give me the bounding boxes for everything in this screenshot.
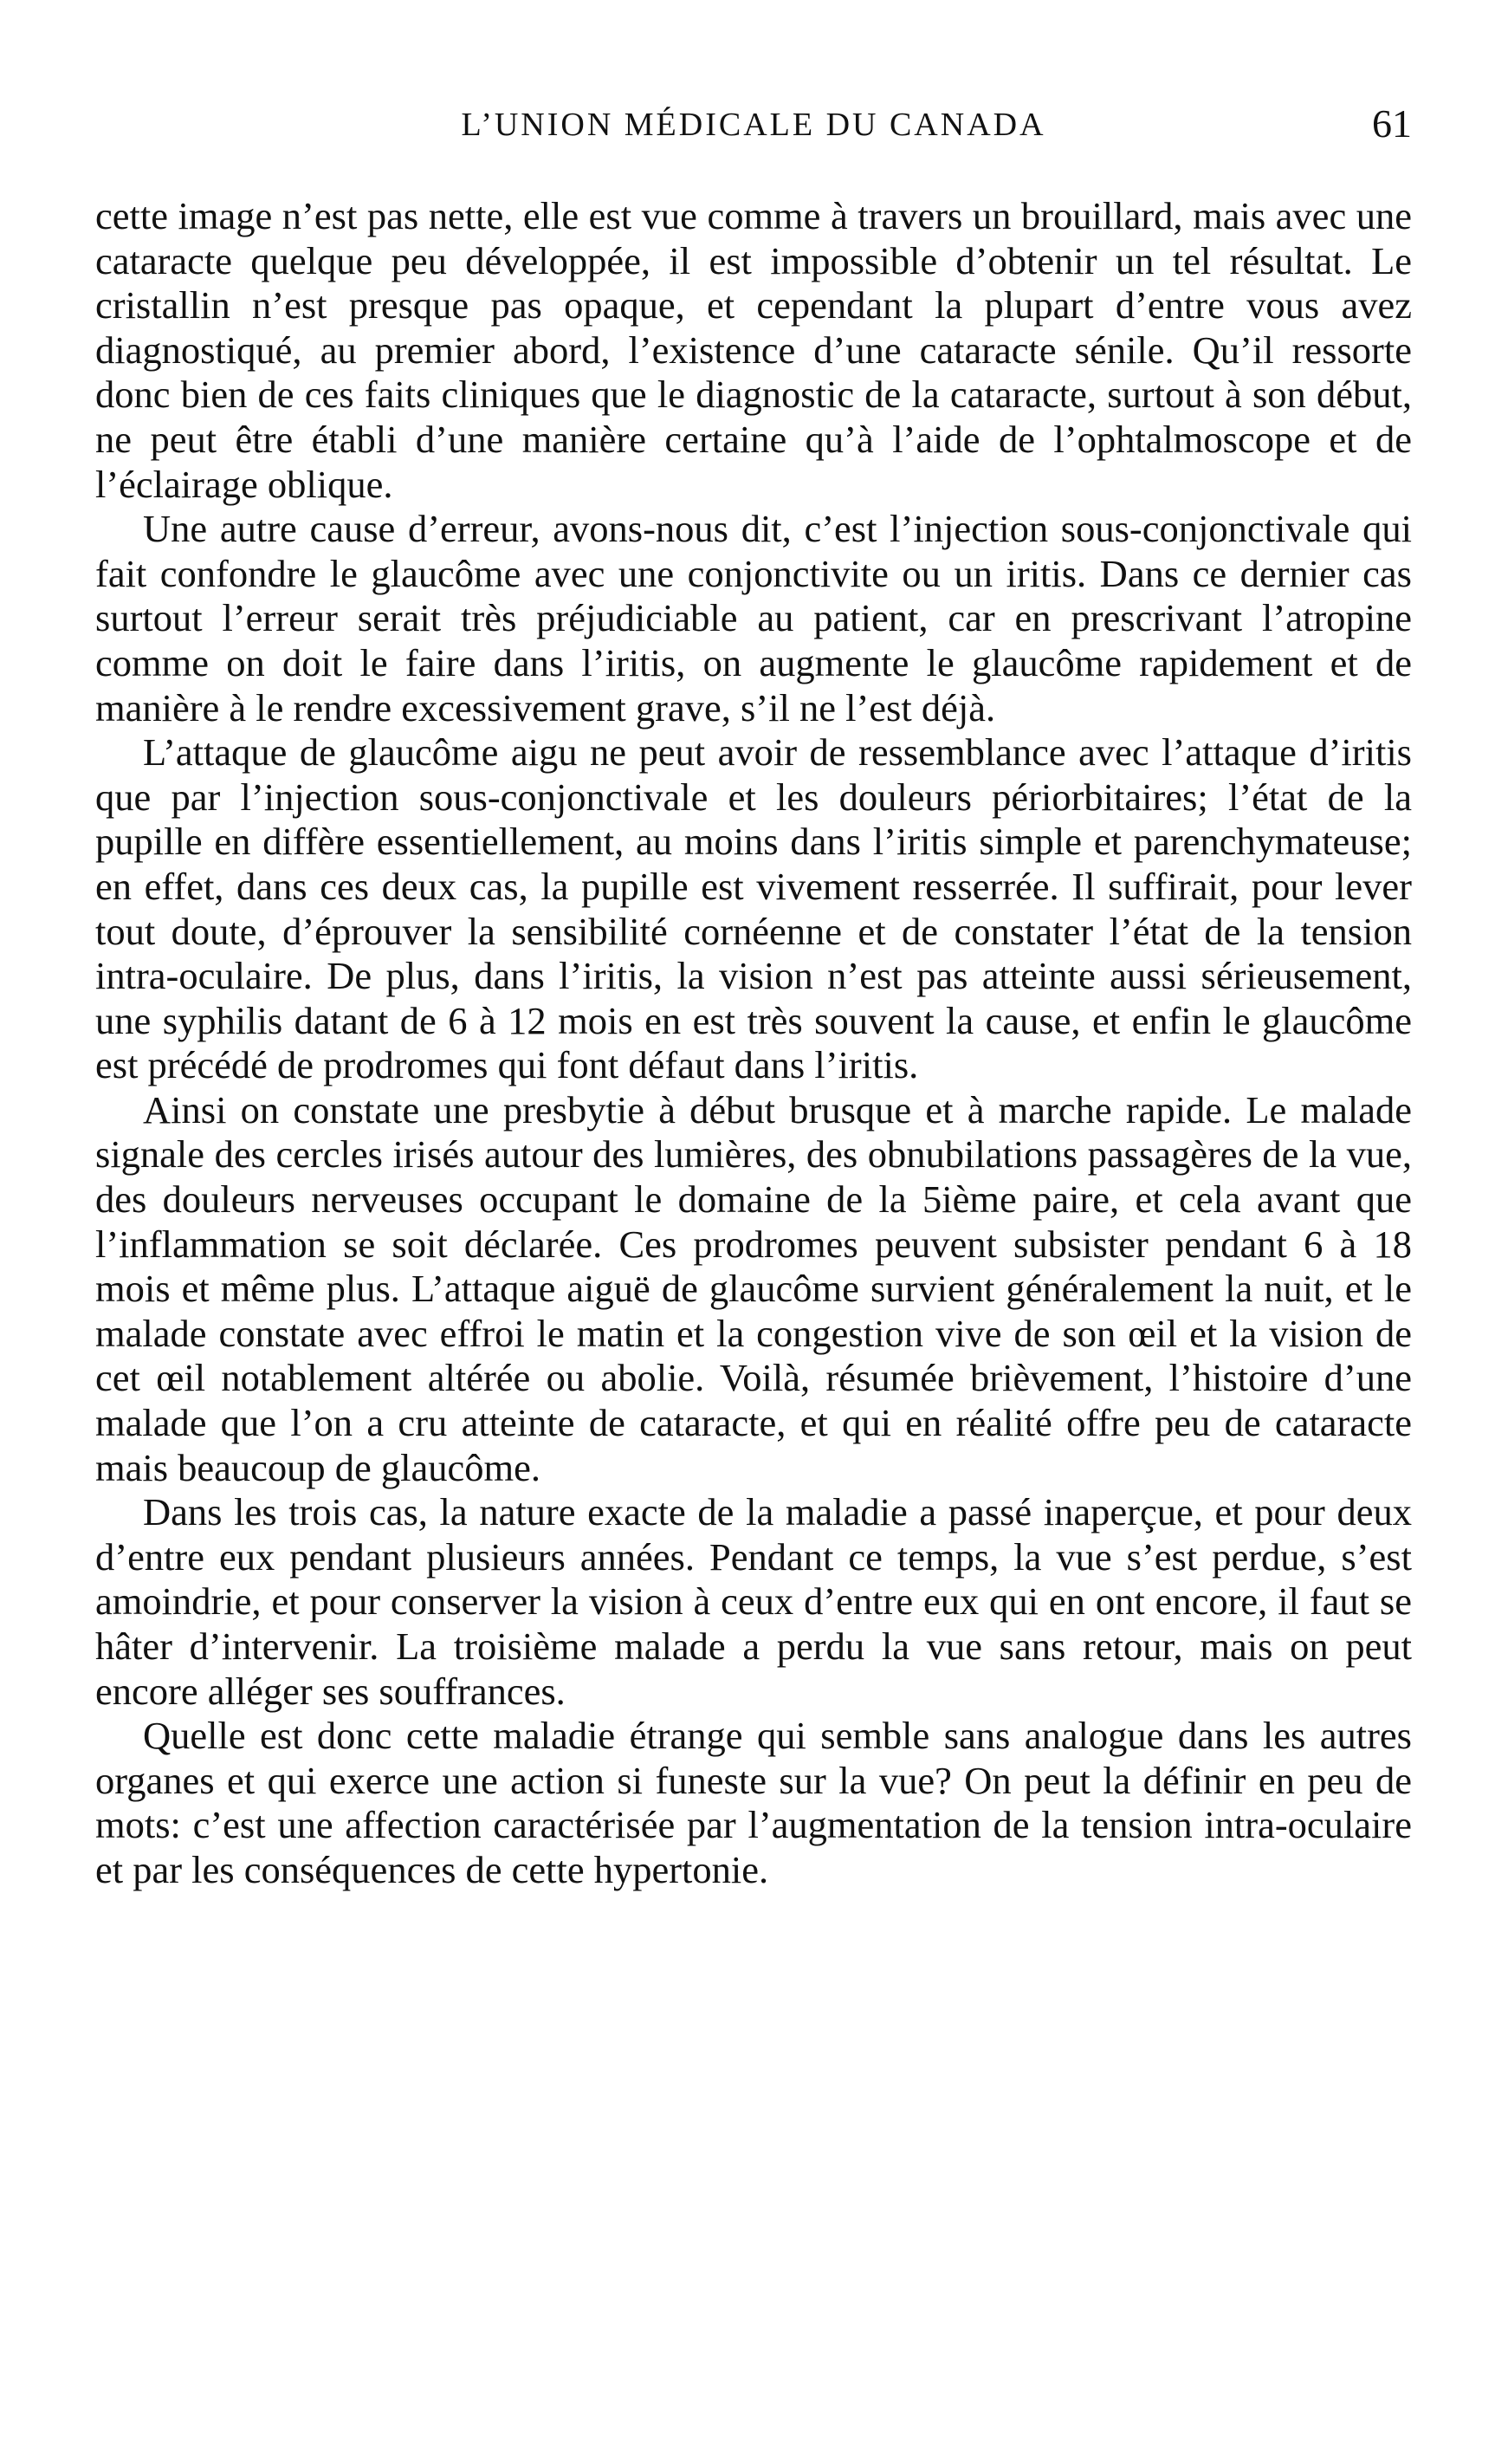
page-header: [95, 101, 1412, 158]
body-text: [95, 194, 1412, 1893]
paragraph-3: L’attaque de glaucôme aigu ne peut avoir de ressemblance avec l’attaque d’iritis que par l’injection sous-conjonctivale et les douleurs périorbitaires; l’état de la pupille en diffère essentiellement, au moins dans l’iritis simple et parenchymateuse; en effet, dans ces deux cas, la pupille est vivement resserrée. Il suffirait, pour lever tout doute, d’éprouver la sensibilité cornéenne et de constater l’état de la tension intra-oculaire. De plus, dans l’iritis, la vision n’est pas atteinte aussi sérieusement, une syphilis datant de 6 à 12 mois en est très souvent la cause, et enfin le glaucôme est précédé de prodromes qui font défaut dans l’iritis.: [95, 730, 1412, 1087]
paragraph-2: Une autre cause d’erreur, avons-nous dit, c’est l’injection sous-conjonctivale qui fait confondre le glaucôme avec une conjonctivite ou un iritis. Dans ce dernier cas surtout l’erreur serait très préjudiciable au patient, car en prescrivant l’atropine comme on doit le faire dans l’iritis, on augmente le glaucôme rapidement et de manière à le rendre excessivement grave, s’il ne l’est déjà.: [95, 507, 1412, 729]
paragraph-5: Dans les trois cas, la nature exacte de la maladie a passé inaperçue, et pour deux d’entre eux pendant plusieurs années. Pendant ce temps, la vue s’est perdue, s’est amoindrie, et pour conserver la vision à ceux d’entre eux qui en ont encore, il faut se hâter d’intervenir. La troisième malade a perdu la vue sans retour, mais on peut encore alléger ses souffrances.: [95, 1490, 1412, 1713]
page-number: 61: [1372, 101, 1412, 146]
paragraph-4: Ainsi on constate une presbytie à début brusque et à marche rapide. Le malade signale des cercles irisés autour des lumières, des obnubilations passagères de la vue, des douleurs nerveuses occupant le domaine de la 5ième paire, et cela avant que l’inflammation se soit déclarée. Ces prodromes peuvent subsister pendant 6 à 18 mois et même plus. L’attaque aiguë de glaucôme survient généralement la nuit, et le malade constate avec effroi le matin et la congestion vive de son œil et la vision de cet œil notablement altérée ou abolie. Voilà, résumée brièvement, l’histoire d’une malade que l’on a cru atteinte de cataracte, et qui en réalité offre peu de cataracte mais beaucoup de glaucôme.: [95, 1087, 1412, 1489]
paragraph-1: cette image n’est pas nette, elle est vue comme à travers un brouillard, mais avec une cataracte quelque peu développée, il est impossible d’obtenir un tel résultat. Le cristallin n’est presque pas opaque, et cependant la plupart d’entre vous avez diagnostiqué, au premier abord, l’existence d’une cataracte sénile. Qu’il ressorte donc bien de ces faits cliniques que le diagnostic de la cataracte, surtout à son début, ne peut être établi d’une manière certaine qu’à l’aide de l’ophtalmoscope et de l’éclairage oblique.: [95, 194, 1412, 506]
running-head: L’UNION MÉDICALE DU CANADA: [461, 107, 1046, 143]
paragraph-6: Quelle est donc cette maladie étrange qui semble sans analogue dans les autres organes et qui exerce une action si funeste sur la vue? On peut la définir en peu de mots: c’est une affection caractérisée par l’augmentation de la tension intra-oculaire et par les conséquences de cette hypertonie.: [95, 1714, 1412, 1891]
